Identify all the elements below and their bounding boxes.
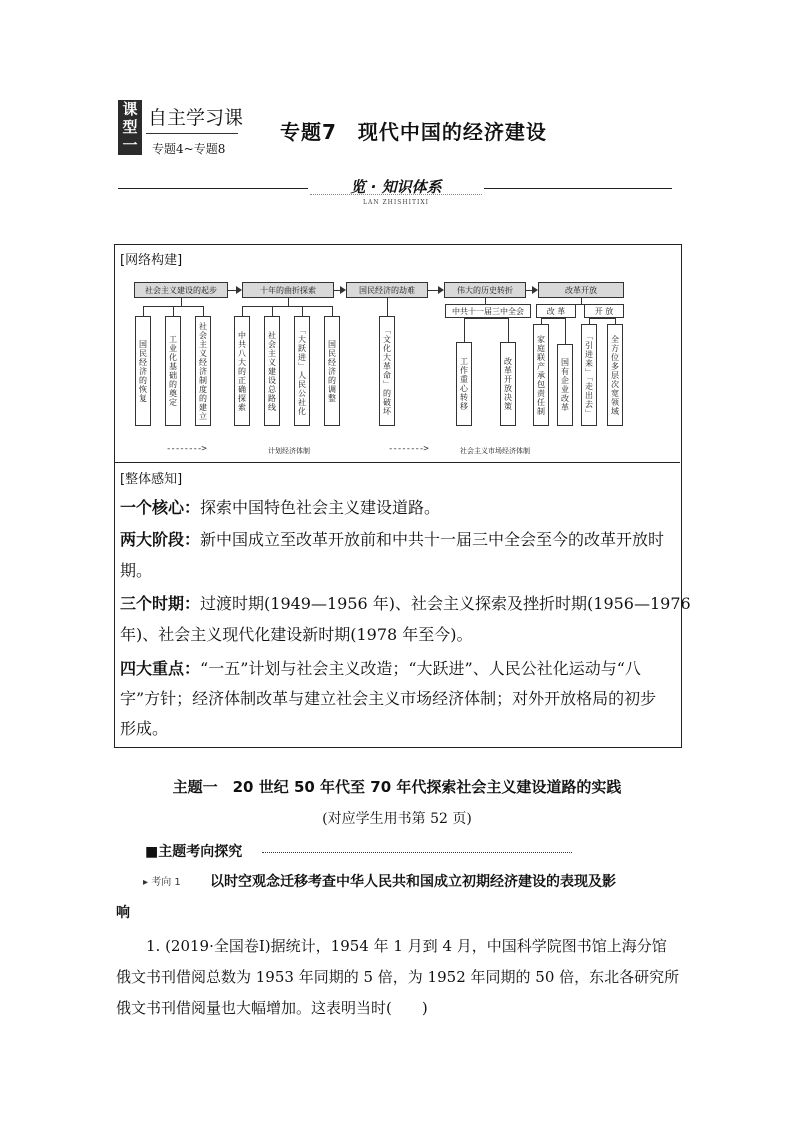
arrowhead xyxy=(532,286,538,294)
connector xyxy=(242,306,332,307)
planned-economy-label: 计划经济体制 xyxy=(268,447,310,455)
section-rule-left xyxy=(118,188,308,189)
overall-line-3 xyxy=(120,561,152,581)
connector xyxy=(464,318,508,319)
direction-label: ■主题考向探究 xyxy=(145,844,243,860)
box-socialist-start: 社会主义建设的起步 xyxy=(134,282,228,298)
box-reform-opening: 改革开放 xyxy=(538,282,624,298)
theme-title: 主题一 20 世纪 50 年代至 70 年代探索社会主义建设道路的实践 xyxy=(172,778,622,796)
connector xyxy=(464,318,465,342)
overall-key: 三个时期： xyxy=(120,594,201,613)
overall-value: 字”方针；经济体制改革与建立社会主义市场经济体制；对外开放格局的初步 xyxy=(120,689,657,708)
xiang-text: 以时空观念迁移考查中华人民共和国成立初期经济建设的表现及影 xyxy=(210,874,616,890)
overall-line-7 xyxy=(120,689,656,709)
overall-line-4 xyxy=(120,594,691,614)
overall-value: 期。 xyxy=(120,561,153,580)
box-historic-turn: 伟大的历史转折 xyxy=(444,282,526,298)
vbox-household-contract: 家庭联产承包责任制 xyxy=(533,324,549,426)
overall-value: 探索中国特色社会主义建设道路。 xyxy=(200,498,441,517)
overall-key: 两大阶段： xyxy=(120,530,201,549)
topic-title: 专题7 现代中国的经济建设 xyxy=(280,120,547,144)
vbox-industrial-base: 工业化基础的奠定 xyxy=(165,316,181,426)
question-line: 俄文书刊借阅量也大幅增加。这表明当时( ) xyxy=(116,999,428,1017)
vbox-eighth-congress: 中共八大的正确探索 xyxy=(234,316,250,426)
dashed-arrow-right: --------> xyxy=(388,444,428,454)
overall-value: 过渡时期(1949—1956 年)、社会主义探索及挫折时期(1956—1976 xyxy=(200,594,691,613)
arrowhead xyxy=(340,286,346,294)
box-economic-disaster: 国民经济的劫难 xyxy=(346,282,428,298)
box-third-plenum: 中共十一届三中全会 xyxy=(445,304,531,318)
connector xyxy=(181,298,182,306)
vbox-economy-adjust: 国民经济的调整 xyxy=(324,316,340,426)
lesson-type-char: 型 xyxy=(122,117,138,136)
overall-line-8 xyxy=(120,719,168,739)
overall-key: 一个核心： xyxy=(120,498,201,517)
box-opening: 开 放 xyxy=(584,304,624,318)
connector xyxy=(541,318,565,319)
connector xyxy=(589,318,615,319)
network-label: [网络构建] xyxy=(120,253,183,268)
overall-value: 形成。 xyxy=(120,719,169,738)
connector xyxy=(242,306,243,316)
lesson-type-char: 课 xyxy=(122,99,138,118)
connector xyxy=(332,306,333,316)
lesson-type-char: 一 xyxy=(122,136,138,155)
question-line: 1. (2019·全国卷Ⅰ)据统计，1954 年 1 月到 4 月，中国科学院图书馆上海分馆 xyxy=(146,937,667,955)
vbox-soe-reform: 国有企业改革 xyxy=(557,344,573,426)
connector xyxy=(203,306,204,316)
connector xyxy=(143,306,144,316)
arrow-line xyxy=(228,290,236,291)
section-pinyin: LAN ZHISHITIXI xyxy=(363,199,429,206)
vbox-economy-recovery: 国民经济的恢复 xyxy=(135,316,151,426)
xiang-tag: ▸ 考向 1 xyxy=(143,877,181,888)
vbox-bring-in-go-out: 「引进来」「走出去」 xyxy=(581,324,597,426)
vbox-all-round-opening: 全方位多层次宽领域 xyxy=(607,324,623,426)
connector xyxy=(565,318,566,344)
vbox-great-leap: 「大跃进」人民公社化 xyxy=(294,316,310,426)
section-title: 览 · 知识体系 xyxy=(350,178,442,196)
arrowhead xyxy=(236,286,242,294)
lesson-type-badge xyxy=(118,100,142,155)
overall-key: 四大重点： xyxy=(120,659,201,678)
connector xyxy=(288,298,289,306)
vbox-socialist-system: 社会主义经济制度的建立 xyxy=(195,316,211,426)
connector xyxy=(173,306,174,316)
vbox-work-focus-shift: 工作重心转移 xyxy=(456,342,472,426)
course-divider xyxy=(146,133,238,134)
dashed-arrow-left: --------> xyxy=(166,444,206,454)
question-line: 俄文书刊借阅总数为 1953 年同期的 5 倍，为 1952 年同期的 50 倍，东北各研究所 xyxy=(116,968,680,986)
market-economy-label: 社会主义市场经济体制 xyxy=(460,447,530,455)
overall-line-2 xyxy=(120,530,664,550)
course-title: 自主学习课 xyxy=(148,107,244,129)
vbox-reform-decision: 改革开放决策 xyxy=(500,342,516,426)
box-ten-years-explore: 十年的曲折探索 xyxy=(242,282,334,298)
arrowhead xyxy=(438,286,444,294)
section-rule-right xyxy=(484,188,672,189)
overall-line-6 xyxy=(120,659,641,679)
overall-value: “一五”计划与社会主义改造；“大跃进”、人民公社化运动与“八 xyxy=(200,659,641,678)
overall-value: 新中国成立至改革开放前和中共十一届三中全会至今的改革开放时 xyxy=(200,530,665,549)
box-reform: 改 革 xyxy=(536,304,576,318)
connector xyxy=(508,318,509,342)
overall-label: [整体感知] xyxy=(120,472,183,487)
section-dots xyxy=(310,194,482,195)
direction-dots xyxy=(262,852,572,853)
connector xyxy=(272,306,273,316)
arrow-line xyxy=(428,290,438,291)
theme-subtitle: (对应学生用书第 52 页) xyxy=(322,811,472,827)
overall-line-1 xyxy=(120,498,440,518)
vbox-general-line: 社会主义建设总路线 xyxy=(264,316,280,426)
overall-line-5 xyxy=(120,625,473,645)
overall-value: 年)、社会主义现代化建设新时期(1978 年至今)。 xyxy=(120,625,473,644)
xiang-text-continued: 响 xyxy=(116,905,130,921)
connector xyxy=(302,306,303,316)
connector xyxy=(387,298,388,316)
course-subtitle: 专题4~专题8 xyxy=(152,142,226,156)
vbox-cultural-revolution: 「文化大革命」的破坏 xyxy=(379,316,395,426)
